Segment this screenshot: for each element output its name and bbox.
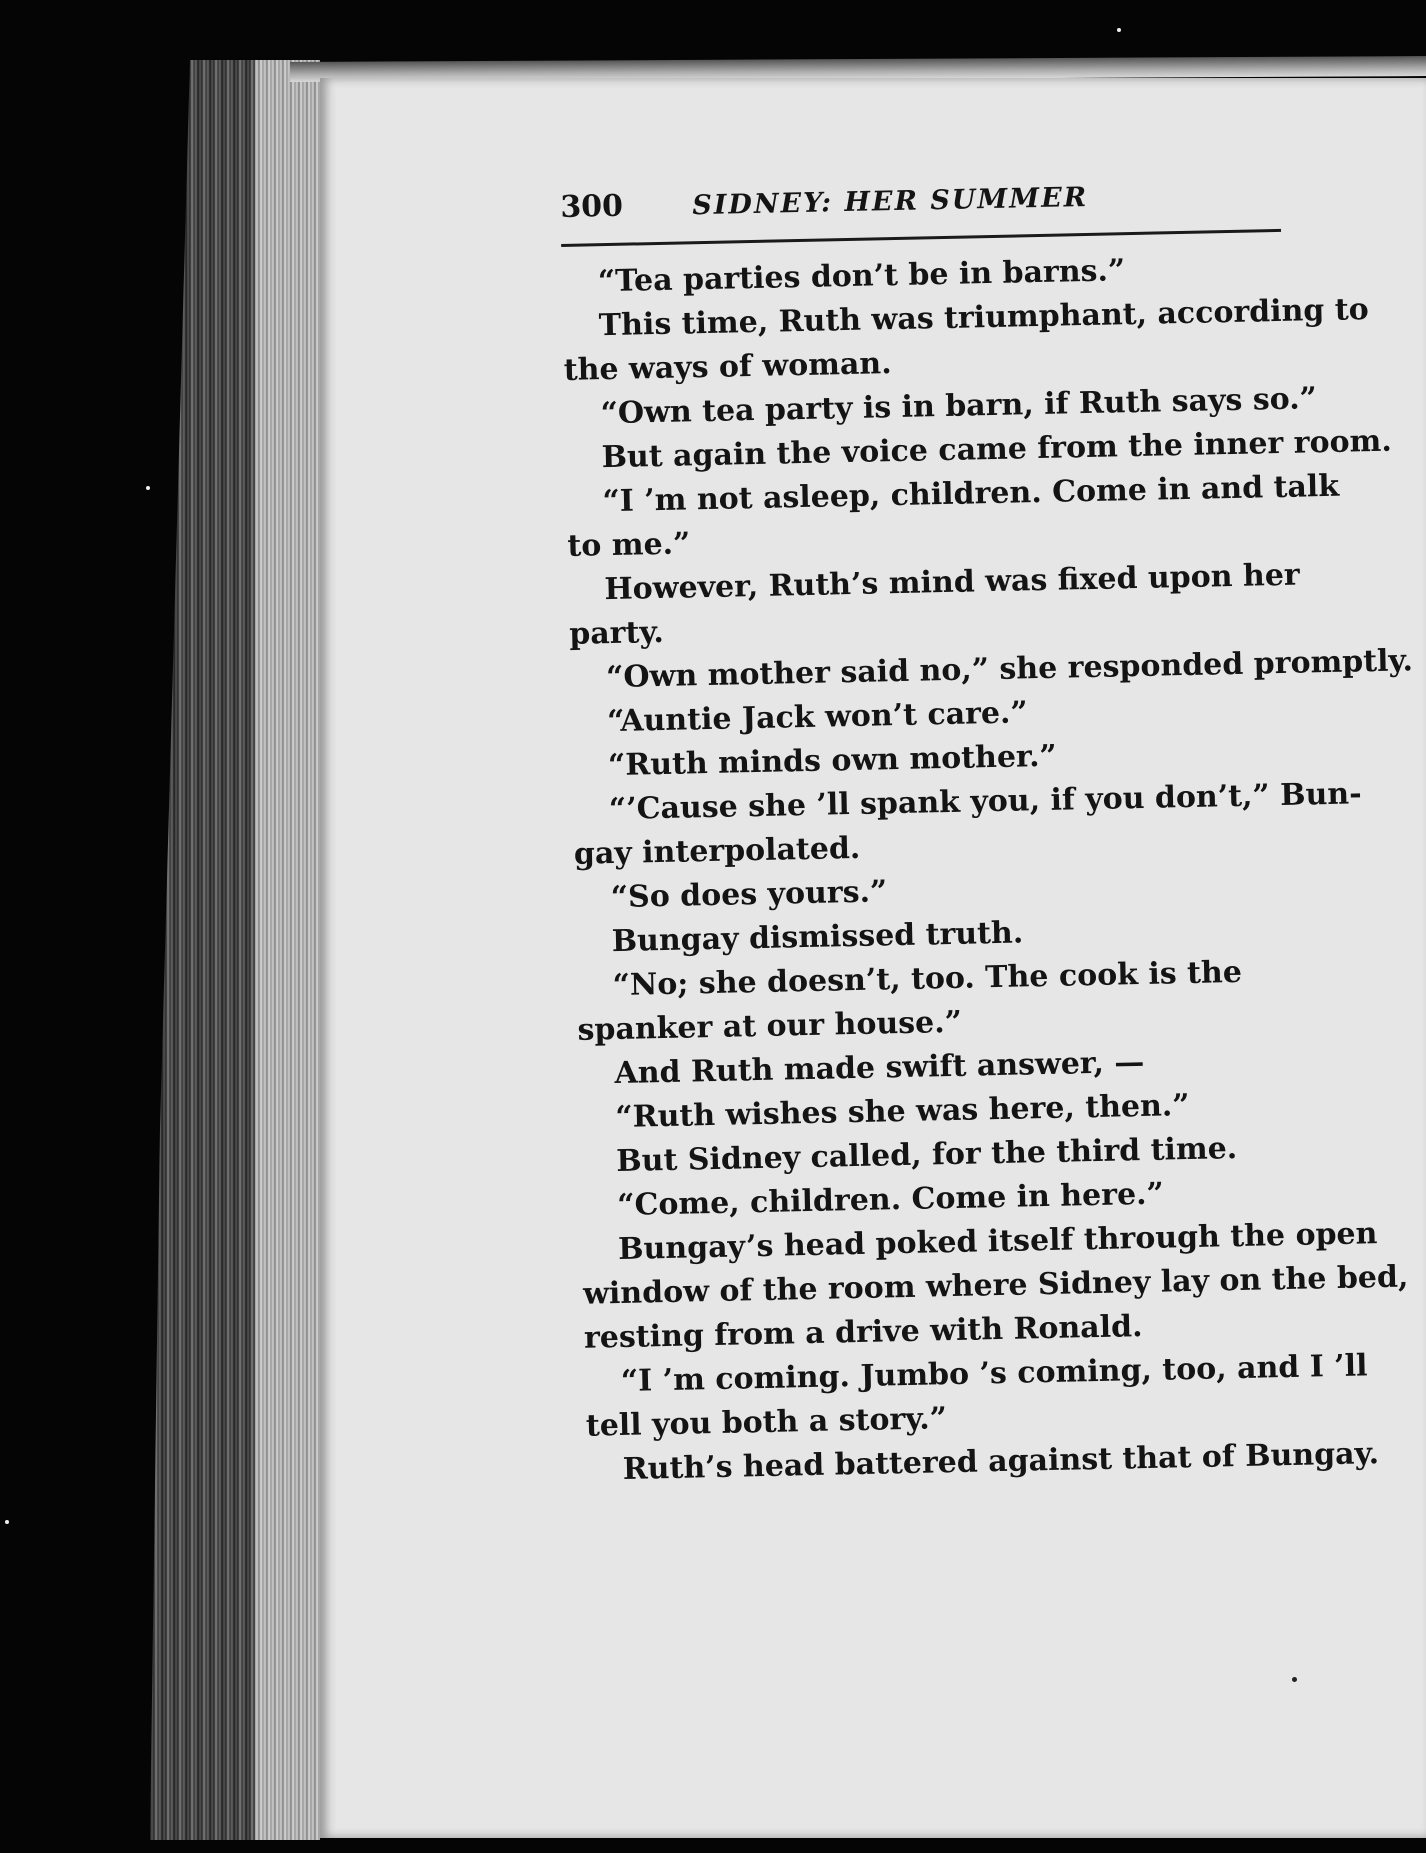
text-line: Ruth’s head battered against that of Bungay.: [622, 1436, 1380, 1487]
text-line: “Tea parties don’t be in barns.”: [597, 253, 1126, 300]
text-line: And Ruth made swift answer, —: [614, 1044, 1145, 1092]
header-rule: [561, 229, 1281, 247]
text-line: “I ’m coming. Jumbo ’s coming, too, and I ’ll: [620, 1348, 1368, 1399]
text-line: “Ruth minds own mother.”: [607, 738, 1058, 784]
text-line: “Ruth wishes she was here, then.”: [615, 1088, 1190, 1136]
text-line: Bungay dismissed truth.: [611, 915, 1024, 960]
text-line: window of the room where Sidney lay on the bed,: [582, 1259, 1409, 1312]
speck: [1117, 28, 1121, 32]
running-head: SIDNEY: HER SUMMER: [692, 181, 1089, 222]
text-line: tell you both a story.”: [585, 1401, 948, 1444]
speck: [1292, 1677, 1297, 1682]
text-line: “No; she doesn’t, too. The cook is the: [612, 954, 1243, 1004]
text-line: “Auntie Jack won’t care.”: [606, 695, 1029, 740]
text-line: This time, Ruth was triumphant, according to: [598, 292, 1370, 344]
page-content: [560, 174, 1414, 1493]
text-line: But again the voice came from the inner room.: [601, 423, 1393, 476]
text-line: resting from a drive with Ronald.: [583, 1309, 1143, 1356]
text-line: to me.”: [567, 526, 691, 564]
page-number: 300: [560, 188, 624, 225]
text-line: “Own mother said no,” she responded promptly.: [605, 643, 1414, 696]
text-line: Bungay’s head poked itself through the open: [617, 1216, 1378, 1268]
text-line: “Own tea party is in barn, if Ruth says so.”: [600, 381, 1318, 432]
text-line: “So does yours.”: [610, 874, 888, 916]
text-line: the ways of woman.: [563, 346, 892, 388]
page-edges-inner: [255, 60, 320, 1840]
text-line: But Sidney called, for the third time.: [615, 1131, 1238, 1180]
text-line: “’Cause she ’ll spank you, if you don’t,” Bun-: [608, 776, 1362, 828]
speck: [146, 486, 150, 490]
text-line: party.: [568, 614, 665, 652]
text-line: “Come, children. Come in here.”: [616, 1176, 1165, 1224]
text-line: spanker at our house.”: [577, 1004, 963, 1048]
text-line: “I ’m not asleep, children. Come in and talk: [602, 468, 1340, 520]
speck: [5, 1520, 9, 1524]
text-line: gay interpolated.: [573, 830, 861, 872]
text-line: However, Ruth’s mind was fixed upon her: [604, 557, 1301, 608]
